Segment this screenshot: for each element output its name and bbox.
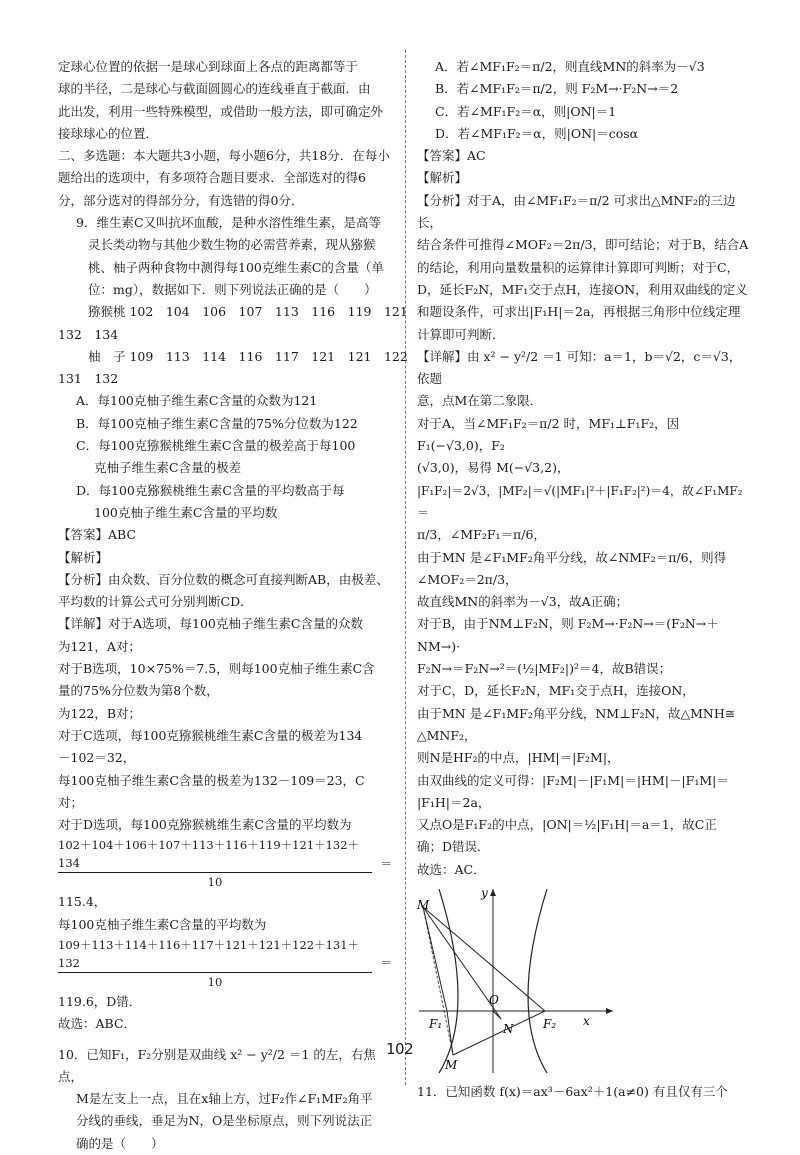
question-10: 10．已知F₁，F₂分别是双曲线 x² − y²/2 ＝1 的左，右焦点， [58,1046,376,1084]
text-line: 确；D错误． [417,839,490,855]
text-line: 球的半径，二是球心与截面圆圆心的连线垂直于截面．由 [58,81,371,97]
option-d-cont: 100克柚子维生素C含量的平均数 [94,504,278,520]
analysis-heading: 【解析】 [58,549,109,565]
text-line: 每100克柚子维生素C含量的极差为132－109＝23，C [58,772,365,788]
text-line: 结合条件可推得∠MOF₂＝2π/3，即可结论；对于B，结合A [417,237,749,253]
left-column [58,56,408,1155]
text-line: 为122，B对； [58,705,142,721]
text-line: 故直线MN的斜率为－√3，故A正确； [417,594,629,610]
text-line: 115.4， [58,894,107,910]
text-line: D，延长F₂N，MF₁交于点H，连接ON，利用双曲线的定义 [417,281,748,297]
text-line: 由双曲线的定义可得：|F₂M|－|F₁M|＝|HM|－|F₁M|＝ [417,772,729,788]
text-line: 对于B选项，10×75%＝7.5，则每100克柚子维生素C含 [58,661,375,677]
text-line: △MNF₂， [417,727,477,743]
option-c-cont: 克柚子维生素C含量的极差 [94,460,242,476]
text-line: 对于A，当∠MF₁F₂＝π/2 时，MF₁⊥F₁F₂，因F₁(−√3,0)，F₂ [417,415,680,454]
text-line: 又点O是F₁F₂的中点，|ON|＝½|F₁H|＝a＝1，故C正 [417,817,717,833]
question-9: 9．维生素C又叫抗坏血酸，是种水溶性维生素，是高等 [76,215,382,231]
option-c: C．若∠MF₁F₂＝α，则|ON|＝1 [435,103,617,119]
option-d: D．每100克猕猴桃维生素C含量的平均数高于每 [76,482,345,498]
text-line: 由于MN 是∠F₁MF₂角平分线，故∠NMF₂＝π/6，则得 [417,549,727,565]
answer: 【答案】ABC [58,527,137,543]
option-b: B．每100克柚子维生素C含量的75%分位数为122 [76,415,358,431]
label-n: N [503,1021,514,1036]
fraction-numerator: 102＋104＋106＋107＋113＋116＋119＋121＋132＋134 [58,836,372,873]
option-d: D．若∠MF₁F₂＝α，则|ON|＝cosα [435,125,639,141]
text-line: ∠MOF₂＝2π/3， [417,571,518,587]
option-a: A．每100克柚子维生素C含量的众数为121 [76,393,318,409]
text-line: 平均数的计算公式可分别判断CD． [58,594,253,610]
column-divider [405,50,406,1085]
equals-sign: ＝ [380,955,393,971]
text-line: －102＝32， [58,750,136,766]
data-row-pomelo: 柚 子 109 113 114 116 117 121 121 122 [88,348,408,364]
text-line: 意，点M在第二象限． [417,393,543,409]
text-line: 的结论，利用向量数量积的运算律计算即可判断；对于C， [417,259,740,275]
label-f1: F₁ [429,1016,443,1031]
line-m-f1 [423,907,447,1011]
section-heading: 二、多选题：本大题共3小题，每小题6分，共18分．在每小 [58,148,390,164]
text-line: π/3，∠MF₂F₁＝π/6， [417,527,546,543]
label-o: O [489,992,499,1007]
text-line: |F₁H|＝2a， [417,794,491,810]
x-axis-arrow [606,1008,613,1014]
label-y: y [481,885,488,900]
text-line: M是左支上一点，且在x轴上方，过F₂作∠F₁MF₂角平 [76,1091,373,1107]
fraction-denominator: 10 [207,875,223,890]
data-row-kiwi-cont: 132 134 [58,326,119,342]
data-row-pomelo-cont: 131 132 [58,371,119,387]
text-line: 【分析】由众数、百分位数的概念可直接判断AB，由极差、 [58,571,389,587]
text-line: 位：mg），数据如下．则下列说法正确的是（ ） [88,281,377,297]
text-line: 由于MN 是∠F₁MF₂角平分线，NM⊥F₂N，故△MNH≅ [417,705,736,721]
text-line: 对于B，由于NM⊥F₂N，则 F₂M→·F₂N→＝(F₂N→＋NM→)· [417,616,719,654]
left-branch [439,889,458,1073]
text-line: 计算即可判断． [417,326,505,342]
text-line: 题给出的选项中，有多项符合题目要求．全部选对的得6 [58,170,366,186]
text-line: 每100克柚子维生素C含量的平均数为 [58,916,267,932]
text-line: 量的75%分位数为第8个数， [58,683,219,699]
option-a: A．若∠MF₁F₂＝π/2，则直线MN的斜率为－√3 [435,59,705,74]
text-line: 和题设条件，可求出|F₁H|＝2a，再根据三角形中位线定理 [417,304,741,320]
text-line: 接球球心的位置． [58,125,159,141]
fraction-pomelo [58,936,396,991]
label-x: x [583,1013,590,1028]
text-line: 为121，A对； [58,638,141,654]
text-line: 【详解】由 x² − y²/2 ＝1 可知：a＝1，b＝√2，c＝√3，依题 [417,348,742,387]
text-line: 确的是（ ） [76,1135,164,1151]
text-line: 119.6，D错． [58,993,142,1009]
text-line: F₂N→＝F₂N→²＝(½|MF₂|)²＝4，故B错误； [417,661,672,677]
question-11: 11．已知函数 f(x)＝ax³－6ax²＋1(a≠0) 有且仅有三个 [417,1083,728,1099]
option-c: C．每100克猕猴桃维生素C含量的极差高于每100 [76,438,356,454]
right-column [417,56,753,1103]
fraction-numerator: 109＋113＋114＋116＋117＋121＋121＋122＋131＋132 [58,936,372,973]
analysis-heading: 【解析】 [417,170,468,186]
text-line: 则N是HF₂的中点，|HM|＝|F₂M|， [417,750,620,766]
label-m-bottom: M [445,1057,458,1072]
text-line: 故选：ABC． [58,1016,137,1032]
answer: 【答案】AC [417,148,486,164]
y-axis-arrow [490,889,496,896]
data-row-kiwi: 猕猴桃 102 104 106 107 113 116 119 121 [88,304,408,320]
text-line: 对； [58,794,84,810]
text-line: |F₁F₂|＝2√3，|MF₂|＝√(|MF₁|²＋|F₁F₂|²)＝4，故∠F₁MF₂＝ [417,483,743,520]
text-line: 此出发，利用一些特殊模型，或借助一般方法，即可确定外 [58,103,384,119]
fraction-kiwi [58,836,396,891]
fraction-denominator: 10 [207,974,223,989]
hyperbola-figure [417,885,617,1075]
option-b: B．若∠MF₁F₂＝π/2，则 F₂M→·F₂N→＝2 [435,81,679,97]
page-number: 102 [386,1040,414,1058]
spacer [58,1036,396,1044]
text-line: 【详解】对于A选项，每100克柚子维生素C含量的众数 [58,616,363,632]
right-branch [528,889,547,1073]
text-line: 故选：AC． [417,861,486,877]
text-line: 【分析】对于A，由∠MF₁F₂＝π/2 可求出△MNF₂的三边长， [417,192,736,231]
label-m-top: M [417,897,430,912]
text-line: 对于D选项，每100克猕猴桃维生素C含量的平均数为 [58,817,352,833]
text-line: 对于C，D，延长F₂N，MF₁交于点H，连接ON， [417,683,695,699]
text-line: 分线的垂线，垂足为N，O是坐标原点，则下列说法正 [76,1113,373,1129]
equals-sign: ＝ [380,855,393,871]
label-f2: F₂ [543,1016,557,1031]
line-o-n [493,1011,501,1019]
text-line: (√3,0)，易得 M(−√3,2)， [417,460,570,476]
text-line: 对于C选项，每100克猕猴桃维生素C含量的极差为134 [58,727,363,743]
text-line: 分，部分选对的得部分分，有选错的得0分． [58,192,304,208]
text-line: 桃、柚子两种食物中测得每100克维生素C的含量（单 [88,259,384,275]
text-line: 灵长类动物与其他少数生物的必需营养素，现从猕猴 [88,237,376,253]
text-line: 定球心位置的依据一是球心到球面上各点的距离都等于 [58,59,359,74]
